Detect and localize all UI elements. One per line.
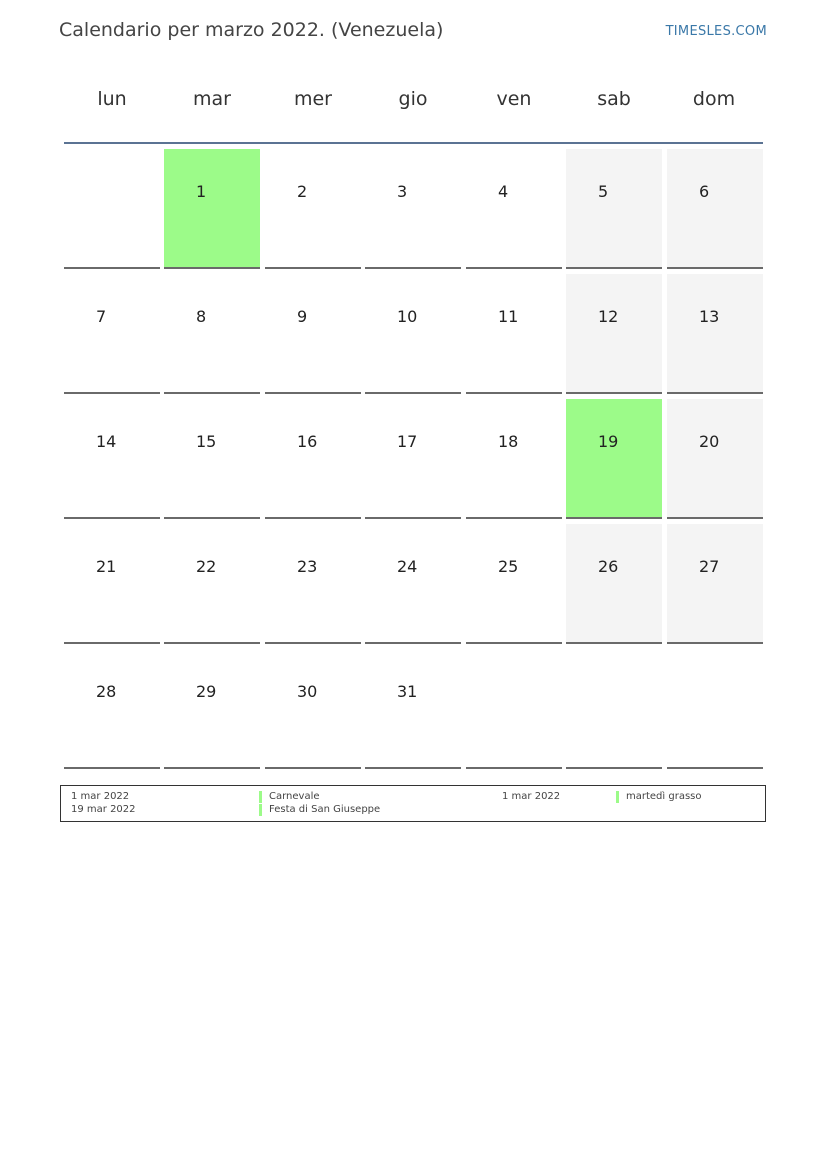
page-title: Calendario per marzo 2022. (Venezuela) [59, 19, 444, 41]
day-number: 28 [96, 682, 117, 701]
day-cell [365, 274, 461, 394]
day-number: 21 [96, 557, 117, 576]
weekday-sun: dom [692, 88, 736, 110]
day-number: 30 [297, 682, 318, 701]
weekday-mon: lun [97, 88, 127, 110]
day-cell [365, 649, 461, 769]
day-number: 20 [699, 432, 720, 451]
day-cell [667, 399, 763, 519]
weekday-sat: sab [597, 88, 631, 110]
day-cell [466, 399, 562, 519]
day-cell [365, 524, 461, 644]
day-number: 1 [196, 182, 207, 201]
day-cell [667, 274, 763, 394]
weekday-wed: mer [293, 88, 332, 110]
weekday-header [62, 88, 765, 120]
legend-date: 19 mar 2022 [71, 804, 136, 815]
day-number: 9 [297, 307, 308, 326]
legend-date: 1 mar 2022 [71, 791, 130, 802]
empty-cell [64, 149, 160, 269]
day-number: 29 [196, 682, 217, 701]
day-cell [164, 524, 260, 644]
header-divider [64, 142, 763, 144]
empty-cell [667, 649, 763, 769]
day-number: 15 [196, 432, 217, 451]
day-cell [365, 399, 461, 519]
day-number: 2 [297, 182, 308, 201]
day-cell [64, 649, 160, 769]
day-number: 26 [598, 557, 619, 576]
holiday-legend [60, 785, 766, 822]
day-cell [164, 274, 260, 394]
day-cell [667, 524, 763, 644]
day-cell [667, 149, 763, 269]
day-number: 27 [699, 557, 720, 576]
day-cell [265, 524, 361, 644]
day-number: 14 [96, 432, 117, 451]
legend-date: 1 mar 2022 [502, 791, 561, 802]
day-cell [265, 399, 361, 519]
day-number: 16 [297, 432, 318, 451]
day-cell [466, 524, 562, 644]
day-cell [566, 274, 662, 394]
day-number: 6 [699, 182, 710, 201]
day-cell [466, 274, 562, 394]
brand-link[interactable]: TIMESLES.COM [665, 24, 767, 39]
day-number: 13 [699, 307, 720, 326]
day-number: 12 [598, 307, 619, 326]
day-cell [164, 399, 260, 519]
weekday-tue: mar [193, 88, 231, 110]
day-number: 10 [397, 307, 418, 326]
weekday-fri: ven [496, 88, 532, 110]
day-cell [566, 399, 662, 519]
calendar-grid [64, 149, 764, 769]
day-cell [365, 149, 461, 269]
legend-holiday-name: Carnevale [259, 791, 320, 803]
day-cell [265, 274, 361, 394]
legend-holiday-name: martedì grasso [616, 791, 701, 803]
day-number: 7 [96, 307, 107, 326]
day-number: 18 [498, 432, 519, 451]
empty-cell [566, 649, 662, 769]
day-number: 5 [598, 182, 609, 201]
legend-holiday-name: Festa di San Giuseppe [259, 804, 380, 816]
day-number: 8 [196, 307, 207, 326]
weekday-thu: gio [398, 88, 428, 110]
day-cell [64, 274, 160, 394]
day-cell [265, 149, 361, 269]
day-number: 24 [397, 557, 418, 576]
day-cell [566, 149, 662, 269]
empty-cell [466, 649, 562, 769]
day-cell [64, 399, 160, 519]
day-number: 3 [397, 182, 408, 201]
day-number: 17 [397, 432, 418, 451]
day-number: 11 [498, 307, 519, 326]
day-number: 25 [498, 557, 519, 576]
day-cell [566, 524, 662, 644]
day-cell [265, 649, 361, 769]
day-cell [164, 649, 260, 769]
day-number: 4 [498, 182, 509, 201]
day-number: 19 [598, 432, 619, 451]
day-number: 23 [297, 557, 318, 576]
day-cell [466, 149, 562, 269]
day-cell [164, 149, 260, 269]
day-cell [64, 524, 160, 644]
day-number: 31 [397, 682, 418, 701]
day-number: 22 [196, 557, 217, 576]
